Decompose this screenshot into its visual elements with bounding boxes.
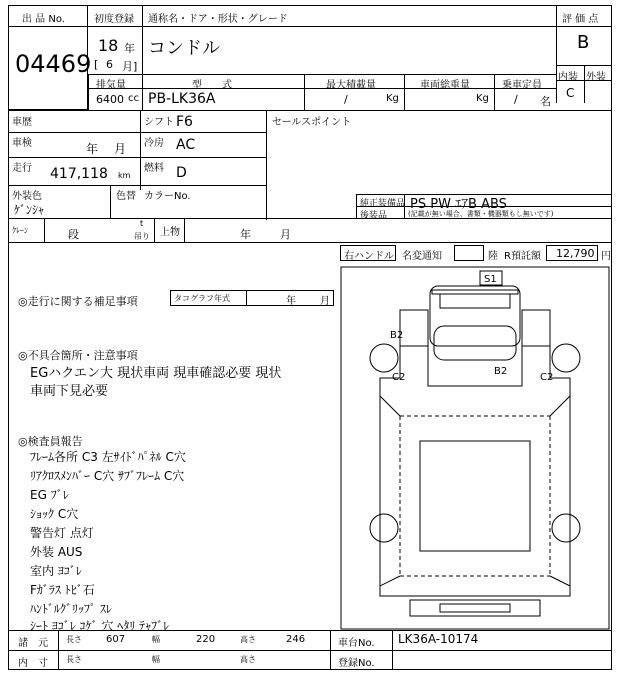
max-load-slash: / bbox=[344, 93, 348, 106]
ext-color-label: 外装色 bbox=[12, 191, 42, 202]
length-label: 長さ bbox=[66, 635, 82, 644]
color-code-label: カラーNo. bbox=[144, 191, 191, 202]
windshield bbox=[434, 326, 516, 360]
report-line: ｼｰﾄ ﾖｺﾞﾚ ｺｹﾞ 穴 ﾍﾀﾘ ﾃｬﾌﾞﾚ bbox=[30, 619, 170, 633]
month-open: [ bbox=[94, 58, 99, 71]
displacement-label: 排気量 bbox=[96, 80, 126, 91]
report-line: EG ﾌﾞﾚ bbox=[30, 488, 69, 502]
car-name: コンドル bbox=[148, 38, 220, 59]
chassis-value: LK36A-10174 bbox=[398, 632, 479, 646]
capacity-unit: 名 bbox=[540, 95, 551, 108]
upper-year: 年 bbox=[240, 228, 251, 241]
width-label: 幅 bbox=[152, 635, 160, 644]
capacity-slash: / bbox=[514, 93, 518, 106]
inspection-month: 月 bbox=[114, 142, 127, 156]
cab-roof bbox=[440, 294, 510, 308]
crane-t: t bbox=[140, 219, 144, 228]
width-label-2: 幅 bbox=[152, 655, 160, 664]
reading-label: R預託額 bbox=[504, 251, 541, 262]
displacement-value: 6400 bbox=[96, 93, 124, 106]
tacho-year: 年 bbox=[286, 296, 296, 307]
exterior-score-label: 外装 bbox=[586, 72, 606, 83]
defects-line1: EGハクエン大 現状車両 現車確認必要 現状 bbox=[30, 366, 282, 381]
month-close: 月] bbox=[122, 60, 138, 73]
reg-month: 6 bbox=[106, 58, 113, 71]
report-line: 警告灯 点灯 bbox=[30, 526, 94, 540]
interior-score-label: 内装 bbox=[558, 72, 578, 83]
cargo-panel bbox=[400, 416, 550, 576]
height-label-2: 高さ bbox=[240, 655, 256, 664]
report-line: 室内 ﾖｺﾞﾚ bbox=[30, 564, 82, 578]
genuine-label: 純正装備品 bbox=[360, 199, 406, 209]
report-line: 外装 AUS bbox=[30, 545, 83, 559]
wheel-rear-left bbox=[370, 514, 398, 542]
wheel-front-left bbox=[370, 344, 398, 372]
mark-s1: S1 bbox=[484, 274, 497, 285]
inspector-header: ◎検査員報告 bbox=[18, 435, 83, 448]
height-label: 高さ bbox=[240, 635, 256, 644]
interior-dims-label: 内 寸 bbox=[18, 658, 48, 669]
score-value: B bbox=[577, 32, 590, 53]
first-reg-label: 初度登録 bbox=[94, 14, 134, 25]
max-load-label: 最大積載量 bbox=[326, 80, 376, 91]
shift-value: F6 bbox=[176, 114, 193, 130]
model-value: PB-LK36A bbox=[148, 91, 216, 107]
mileage-value: 417,118 bbox=[50, 166, 108, 182]
length-label-2: 長さ bbox=[66, 655, 82, 664]
height-value: 246 bbox=[286, 634, 306, 645]
displacement-unit: cc bbox=[128, 93, 139, 104]
length-value: 607 bbox=[106, 634, 126, 645]
history-label: 車歴 bbox=[12, 117, 32, 128]
score-label: 評 価 点 bbox=[562, 14, 599, 25]
mark-b2-left: B2 bbox=[390, 330, 404, 341]
supplement-header: ◎走行に関する補足事項 bbox=[18, 295, 138, 308]
truck-diagram bbox=[340, 266, 612, 632]
aftermarket-note: (記載が無い場合、書類・機器類もし無いです) bbox=[408, 210, 554, 218]
name-change-label: 名変通知 bbox=[402, 251, 442, 262]
tacho-month: 月 bbox=[320, 296, 330, 307]
wheel-front-right bbox=[552, 344, 580, 372]
shift-label: シフト bbox=[144, 117, 174, 128]
fuel-label: 燃料 bbox=[144, 163, 164, 174]
inspection-label: 車検 bbox=[12, 138, 32, 149]
crane-stage: 段 bbox=[68, 228, 79, 241]
cooler-value: AC bbox=[176, 137, 196, 153]
rear-bumper bbox=[410, 600, 540, 616]
reg-year-unit: 年 bbox=[124, 42, 135, 55]
lot-number: 04469 bbox=[15, 50, 92, 78]
body-outline bbox=[380, 310, 570, 596]
mileage-unit: km bbox=[118, 171, 131, 180]
top-bumper bbox=[432, 290, 518, 294]
report-line: ﾊﾝﾄﾞﾙｸﾞﾘｯﾌﾟ ｽﾚ bbox=[30, 602, 112, 616]
width-value: 220 bbox=[196, 634, 216, 645]
cooler-label: 冷房 bbox=[144, 138, 164, 149]
defects-header: ◎不具合箇所・注意事項 bbox=[18, 349, 138, 362]
gross-label: 車両総重量 bbox=[420, 80, 470, 91]
report-line: ｼｮｯｸ C穴 bbox=[30, 507, 79, 521]
crane-label: ｸﾚｰﾝ bbox=[12, 226, 28, 235]
max-load-unit: Kg bbox=[386, 93, 399, 104]
tacho-label: タコグラフ年式 bbox=[174, 294, 230, 303]
diagram-frame bbox=[341, 267, 609, 629]
genuine-value: PS PW ｴｱB ABS bbox=[410, 197, 507, 212]
mark-b2-right: B2 bbox=[494, 366, 508, 377]
aftermarket-label: 後装品 bbox=[360, 211, 388, 221]
gross-unit: Kg bbox=[476, 93, 489, 104]
crane-lift: 吊り bbox=[134, 232, 150, 241]
color-no-label: 色替 bbox=[116, 191, 136, 202]
lot-label: 出 品 No. bbox=[22, 14, 65, 25]
dims-label: 諸 元 bbox=[18, 638, 48, 649]
model-label: 型 式 bbox=[192, 80, 232, 91]
rikuun-label: 陸 bbox=[488, 251, 498, 262]
name-change-box bbox=[454, 245, 484, 261]
sales-point-label: セールスポイント bbox=[272, 117, 352, 128]
inspection-year: 年 bbox=[86, 142, 99, 156]
interior-score-value: C bbox=[566, 86, 575, 100]
mark-c2-right: C2 bbox=[540, 372, 554, 383]
chassis-label: 車台No. bbox=[338, 638, 375, 649]
cab-outline bbox=[430, 286, 520, 346]
report-line: ﾌﾚｰﾑ各所 C3 左ｻｲﾄﾞﾊﾟﾈﾙ C穴 bbox=[30, 450, 186, 464]
reg-no-label: 登録No. bbox=[338, 658, 375, 669]
reading-unit: 円 bbox=[601, 251, 611, 262]
capacity-label: 乗車定員 bbox=[502, 80, 542, 91]
defects-line2: 車両下見必要 bbox=[30, 384, 109, 399]
wheel-rear-right bbox=[552, 514, 580, 542]
cargo-floor bbox=[420, 441, 530, 551]
mark-c2-left: C2 bbox=[392, 372, 406, 383]
upper-label: 上物 bbox=[160, 227, 180, 238]
ext-color-value: ｹﾞﾝｼｬ bbox=[14, 203, 45, 217]
name-label: 通称名・ドア・形状・グレード bbox=[148, 14, 288, 25]
upper-month: 月 bbox=[280, 228, 291, 241]
fuel-value: D bbox=[176, 165, 187, 181]
mileage-label: 走行 bbox=[12, 163, 32, 174]
reg-year: 18 bbox=[98, 36, 119, 55]
handle-label: 右ハンドル bbox=[344, 251, 394, 262]
report-line: ﾘｱｸﾛｽﾒﾝﾊﾞｰ C穴 ｻﾌﾞﾌﾚｰﾑ C穴 bbox=[30, 469, 185, 483]
report-line: Fｶﾞﾗｽ ﾄﾋﾞ石 bbox=[30, 583, 95, 597]
reading-value: 12,790 bbox=[556, 247, 595, 260]
